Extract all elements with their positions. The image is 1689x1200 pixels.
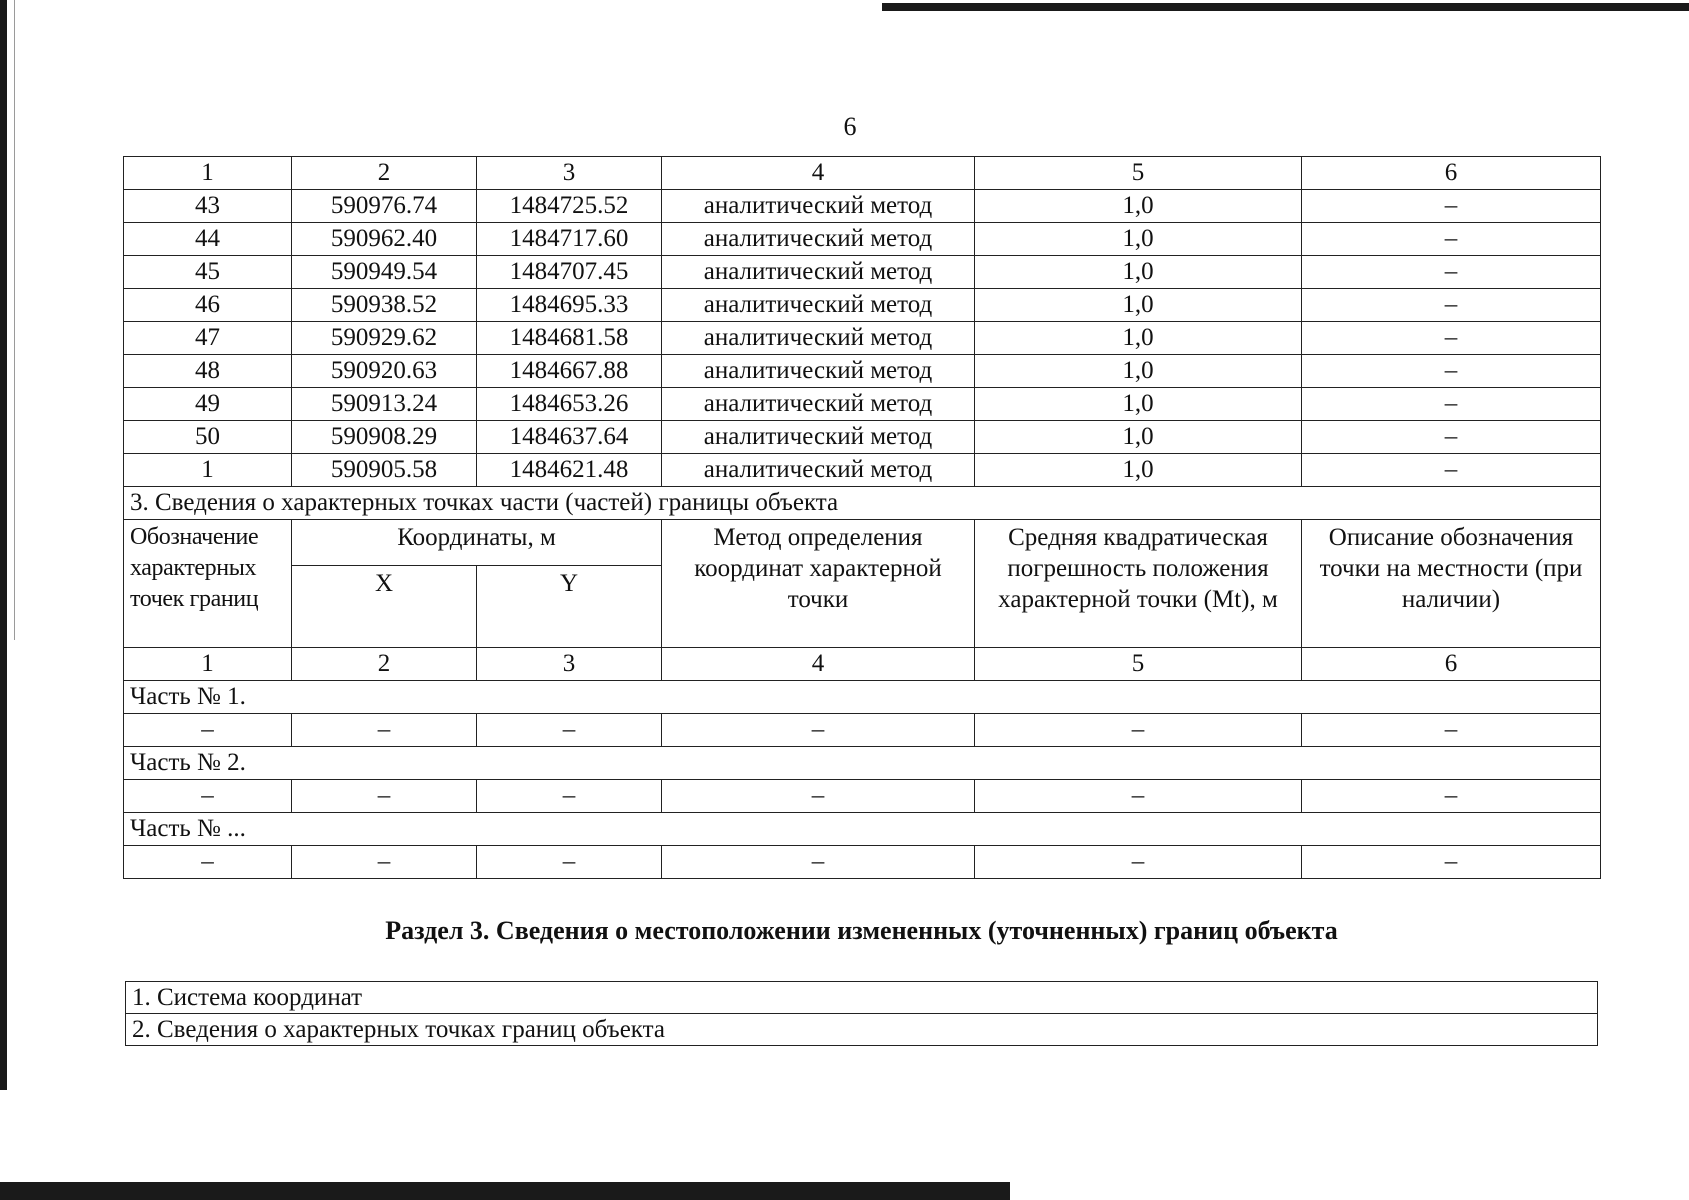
table-cell: – — [292, 714, 477, 747]
table-cell: 1,0 — [975, 421, 1302, 454]
table-cell: – — [477, 714, 662, 747]
column-number-row — [124, 157, 1601, 190]
column-number: 1 — [124, 157, 292, 190]
table-cell: 1484681.58 — [477, 322, 662, 355]
table-cell: 1,0 — [975, 454, 1302, 487]
table-cell: 1484695.33 — [477, 289, 662, 322]
table-cell: 590908.29 — [292, 421, 477, 454]
page-number: 6 — [843, 112, 857, 141]
table-cell: – — [477, 846, 662, 879]
table-cell: 590976.74 — [292, 190, 477, 223]
point-row — [124, 421, 1601, 454]
part-data-row — [124, 780, 1601, 813]
part-label: Часть № 1. — [124, 681, 1601, 714]
header-x: X — [292, 566, 477, 648]
table-cell: аналитический метод — [662, 256, 975, 289]
table-cell: 1,0 — [975, 388, 1302, 421]
table-cell: – — [1302, 780, 1601, 813]
column-number: 5 — [975, 157, 1302, 190]
point-row — [124, 289, 1601, 322]
table-cell: – — [662, 780, 975, 813]
section3-row — [126, 1014, 1598, 1046]
header-coordinates: Координаты, м — [292, 520, 662, 566]
table-cell: – — [292, 780, 477, 813]
table-cell: – — [1302, 256, 1601, 289]
table-cell: аналитический метод — [662, 322, 975, 355]
section3-table — [125, 981, 1598, 1046]
header-y: Y — [477, 566, 662, 648]
table-cell: – — [124, 780, 292, 813]
table-cell: 1,0 — [975, 289, 1302, 322]
part-label: Часть № 2. — [124, 747, 1601, 780]
table-cell: – — [662, 846, 975, 879]
column-number: 3 — [477, 157, 662, 190]
point-row — [124, 256, 1601, 289]
point-row — [124, 322, 1601, 355]
table-cell: 1484637.64 — [477, 421, 662, 454]
table-cell: – — [124, 846, 292, 879]
table-cell: аналитический метод — [662, 223, 975, 256]
table-cell: 1,0 — [975, 355, 1302, 388]
table-cell: – — [1302, 454, 1601, 487]
table-cell: – — [975, 780, 1302, 813]
table-cell: 590920.63 — [292, 355, 477, 388]
table-cell: – — [292, 846, 477, 879]
table-cell: 1,0 — [975, 322, 1302, 355]
table-cell: 44 — [124, 223, 292, 256]
table-cell: – — [975, 846, 1302, 879]
table-cell: 45 — [124, 256, 292, 289]
point-row — [124, 355, 1601, 388]
table-cell: 1484621.48 — [477, 454, 662, 487]
point-row — [124, 223, 1601, 256]
point-row — [124, 454, 1601, 487]
table-cell: аналитический метод — [662, 355, 975, 388]
column-number: 6 — [1302, 157, 1601, 190]
table-cell: – — [1302, 388, 1601, 421]
header-error: Средняя квадратическая погрешность положения характерной точки (Mt), м — [975, 520, 1302, 648]
scan-line-left — [14, 0, 15, 640]
table-cell: 1,0 — [975, 223, 1302, 256]
table-cell: – — [662, 714, 975, 747]
subsection-title-row — [124, 487, 1601, 520]
table-cell: – — [975, 714, 1302, 747]
table-cell: 1 — [124, 454, 292, 487]
scan-edge-bottom — [0, 1182, 1010, 1200]
coordinate-system-row: 1. Система координат — [126, 982, 1598, 1014]
table-cell: – — [1302, 846, 1601, 879]
table-cell: 43 — [124, 190, 292, 223]
table-cell: – — [1302, 421, 1601, 454]
section3-row — [126, 982, 1598, 1014]
table-cell: 590913.24 — [292, 388, 477, 421]
column-number: 4 — [662, 157, 975, 190]
table-cell: – — [477, 780, 662, 813]
table-cell: 590962.40 — [292, 223, 477, 256]
header-description: Описание обозначения точки на местности (при наличии) — [1302, 520, 1601, 648]
column-number: 4 — [662, 648, 975, 681]
table-cell: – — [1302, 322, 1601, 355]
table-cell: 590929.62 — [292, 322, 477, 355]
header-method: Метод определения координат характерной точки — [662, 520, 975, 648]
part-label-row — [124, 813, 1601, 846]
table-cell: 47 — [124, 322, 292, 355]
table-cell: 590949.54 — [292, 256, 477, 289]
part-label-row — [124, 681, 1601, 714]
boundary-points-table — [123, 156, 1601, 879]
table-cell: аналитический метод — [662, 454, 975, 487]
table-cell: 46 — [124, 289, 292, 322]
table-cell: – — [1302, 289, 1601, 322]
scan-edge-top — [882, 3, 1689, 11]
part-data-row — [124, 714, 1601, 747]
header-designation: Обозначение характерных точек границ — [124, 520, 292, 648]
table-cell: 1,0 — [975, 190, 1302, 223]
table-cell: 50 — [124, 421, 292, 454]
boundary-points-table-body — [124, 157, 1601, 879]
point-row — [124, 388, 1601, 421]
table-cell: аналитический метод — [662, 388, 975, 421]
subsection-title: 3. Сведения о характерных точках части (частей) границы объекта — [124, 487, 1601, 520]
table-cell: – — [1302, 190, 1601, 223]
table-cell: 48 — [124, 355, 292, 388]
table-cell: 590905.58 — [292, 454, 477, 487]
column-number: 1 — [124, 648, 292, 681]
table-cell: 1484653.26 — [477, 388, 662, 421]
table-cell: 1484725.52 — [477, 190, 662, 223]
section-heading: Раздел 3. Сведения о местоположении измененных (уточненных) границ объекта — [385, 916, 1338, 945]
column-number-row — [124, 648, 1601, 681]
table-cell: аналитический метод — [662, 289, 975, 322]
part-label: Часть № ... — [124, 813, 1601, 846]
table-cell: – — [1302, 223, 1601, 256]
table-cell: – — [124, 714, 292, 747]
column-number: 2 — [292, 648, 477, 681]
table-cell: – — [1302, 714, 1601, 747]
point-row — [124, 190, 1601, 223]
table-cell: аналитический метод — [662, 190, 975, 223]
column-number: 2 — [292, 157, 477, 190]
table-cell: 1484707.45 — [477, 256, 662, 289]
table-cell: 1484717.60 — [477, 223, 662, 256]
table-cell: 590938.52 — [292, 289, 477, 322]
table-cell: – — [1302, 355, 1601, 388]
column-number: 5 — [975, 648, 1302, 681]
column-number: 3 — [477, 648, 662, 681]
column-number: 6 — [1302, 648, 1601, 681]
table-cell: аналитический метод — [662, 421, 975, 454]
table-cell: 1484667.88 — [477, 355, 662, 388]
part-data-row — [124, 846, 1601, 879]
boundary-points-row: 2. Сведения о характерных точках границ объекта — [126, 1014, 1598, 1046]
scan-edge-left — [0, 0, 7, 1090]
part-label-row — [124, 747, 1601, 780]
header-row — [124, 520, 1601, 566]
table-cell: 49 — [124, 388, 292, 421]
table-cell: 1,0 — [975, 256, 1302, 289]
